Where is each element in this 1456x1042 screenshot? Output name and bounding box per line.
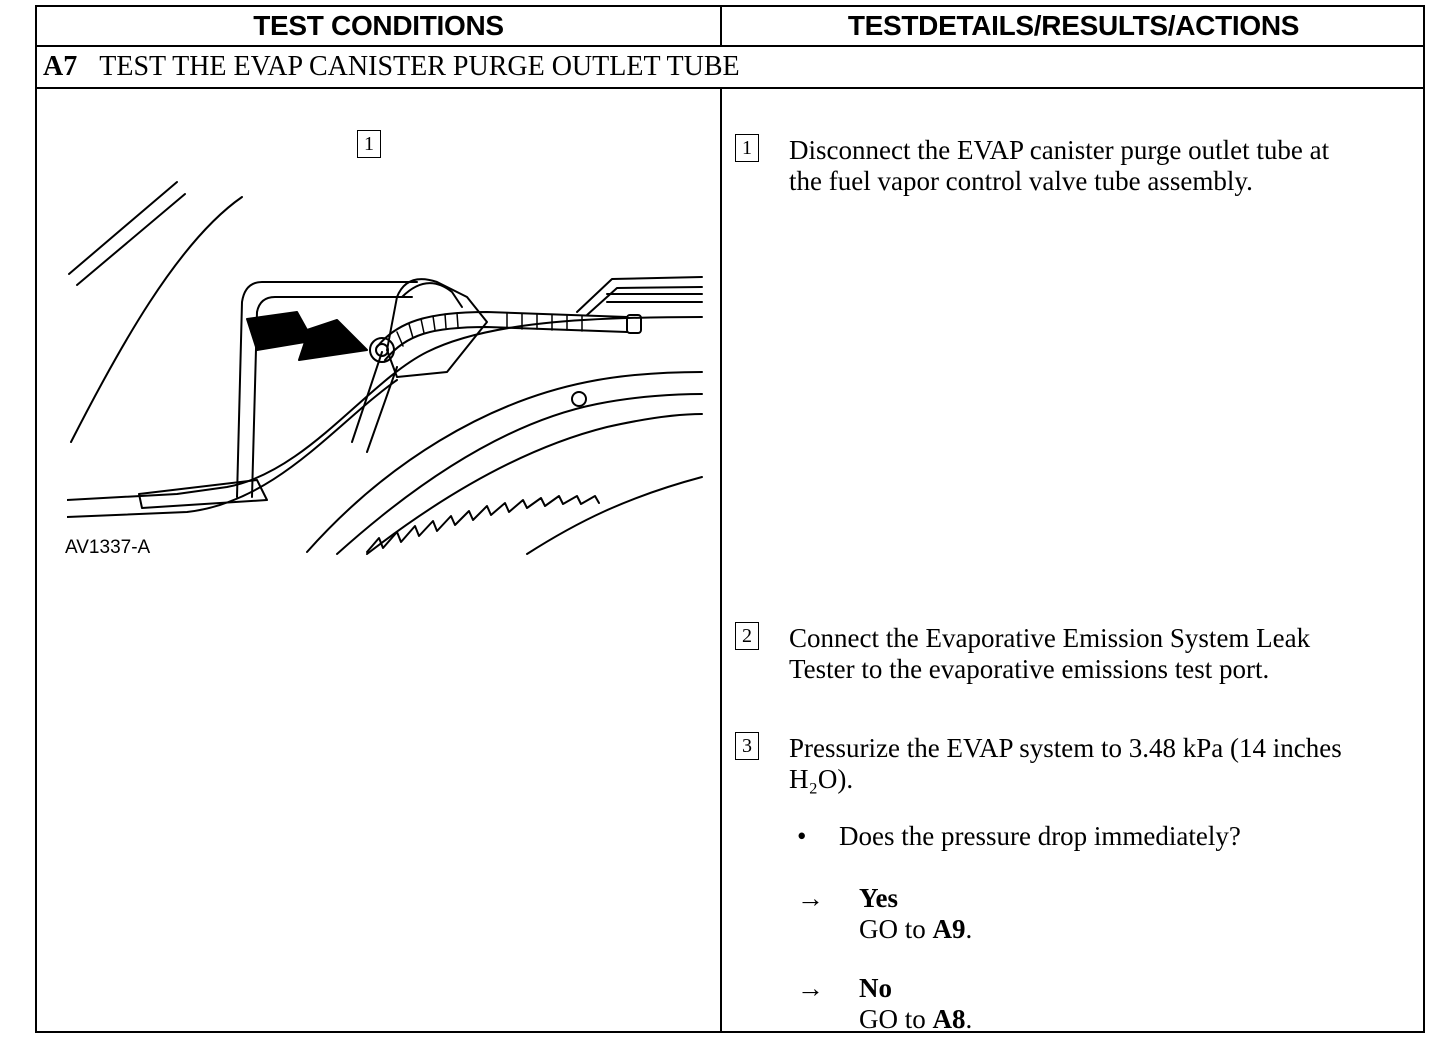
question-row bbox=[797, 821, 1241, 852]
figure-callout-1: 1 bbox=[357, 130, 381, 158]
answer-no-label: No bbox=[859, 973, 892, 1003]
answer-yes-text bbox=[859, 883, 972, 945]
action-step-1 bbox=[789, 135, 1429, 197]
header-test-details: TESTDETAILS/RESULTS/ACTIONS bbox=[847, 10, 1300, 41]
evap-canister-illustration bbox=[67, 122, 707, 567]
answer-no-go: GO to bbox=[859, 1004, 933, 1034]
answer-no-end: . bbox=[965, 1004, 973, 1034]
test-table bbox=[35, 5, 1425, 1033]
answer-yes-go: GO to bbox=[859, 914, 933, 944]
title-divider bbox=[37, 87, 1423, 89]
header-test-conditions: TEST CONDITIONS bbox=[253, 10, 504, 41]
column-divider bbox=[720, 89, 722, 1031]
answer-yes-end: . bbox=[965, 914, 973, 944]
action-step-3-line2: H₂O). bbox=[789, 764, 854, 794]
right-arrow-icon: → bbox=[797, 883, 824, 913]
right-arrow-icon: → bbox=[797, 973, 824, 1003]
answer-yes-label: Yes bbox=[859, 883, 898, 913]
question-text: Does the pressure drop immediately? bbox=[839, 821, 1241, 851]
bullet-icon: • bbox=[797, 821, 807, 851]
action-step-2-line1: Connect the Evaporative Emission System Leak bbox=[789, 623, 1311, 653]
step-3-box: 3 bbox=[735, 732, 759, 760]
step-id: A7 bbox=[43, 51, 78, 82]
action-step-1-line2: the fuel vapor control valve tube assembly. bbox=[789, 166, 1253, 196]
action-step-3 bbox=[789, 733, 1429, 795]
header-column-divider bbox=[720, 7, 722, 47]
answer-no-text bbox=[859, 973, 972, 1035]
action-step-2-line2: Tester to the evaporative emissions test port. bbox=[789, 654, 1270, 684]
action-step-2 bbox=[789, 623, 1429, 685]
answer-no-target: A8 bbox=[932, 1004, 966, 1034]
step-title: TEST THE EVAP CANISTER PURGE OUTLET TUBE bbox=[99, 51, 740, 82]
step-2-box: 2 bbox=[735, 622, 759, 650]
action-step-3-line1: Pressurize the EVAP system to 3.48 kPa (14 inches bbox=[789, 733, 1342, 763]
step-title-row bbox=[43, 47, 740, 87]
answer-yes-target: A9 bbox=[932, 914, 966, 944]
action-step-1-line1: Disconnect the EVAP canister purge outlet tube at bbox=[789, 135, 1330, 165]
figure-label: AV1337-A bbox=[65, 537, 151, 558]
step-1-box: 1 bbox=[735, 134, 759, 162]
